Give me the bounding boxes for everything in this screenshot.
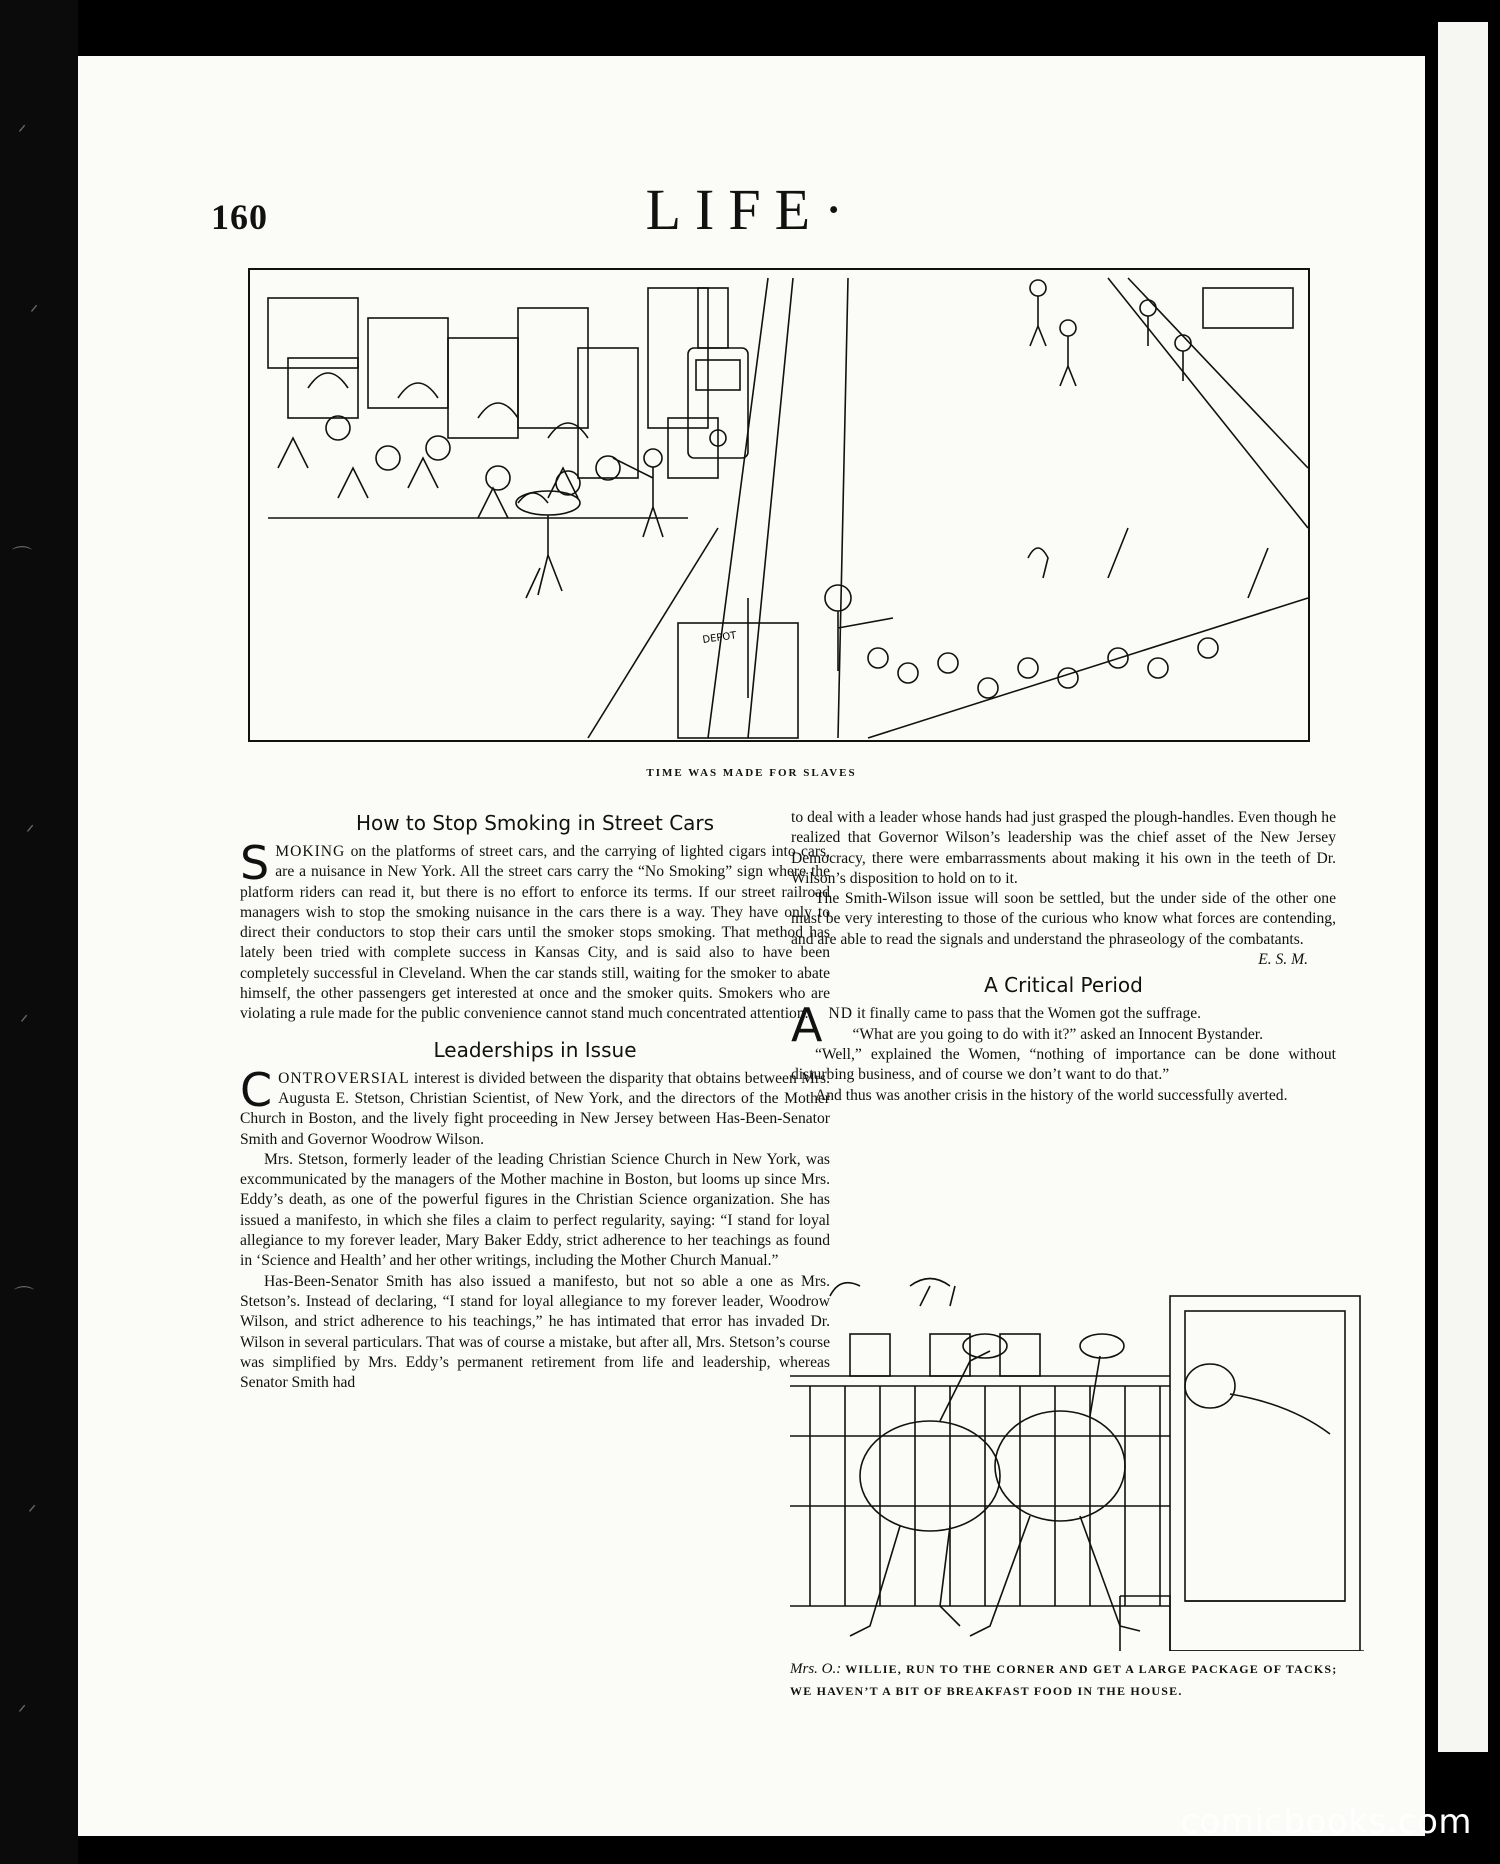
right-column <box>791 808 1336 1106</box>
depot-sign: DEPOT <box>701 630 738 646</box>
article-paragraph: to deal with a leader whose hands had just grasped the plough-handles. Even though he realized that Governor Wilson’s leadership was the chief asset of the New Jersey Democracy, there were embarrassments about making it his own in the teeth of Dr. Wilson’s disposition to hold on to it. <box>791 809 1336 887</box>
paragraph-text: interest is divided between the disparity that obtains between Mrs. Augusta E. Stetson, Christian Scientist, of New York, and the directors of the Mother Church in Boston, and the lively fight proceeding in New Jersey between Has-Been-Senator Smith and Governor Woodrow Wilson. <box>240 1069 830 1148</box>
article-paragraph: “Well,” explained the Women, “nothing of importance can be done without disturbing business, and of course we don’t want to do that.” <box>791 1045 1336 1084</box>
article-paragraph: And thus was another crisis in the history of the world successfully averted. <box>815 1086 1288 1104</box>
lead-word: ONTROVERSIAL <box>278 1069 410 1087</box>
magazine-page <box>78 56 1425 1836</box>
lead-word: MOKING <box>275 843 346 860</box>
watermark-logo: comicbooks.com <box>1180 1802 1472 1842</box>
scan-border-left: ᐟ ᐟ ⌒ ᐟ ᐟ ⌒ ᐟ ᐟ <box>0 0 78 1864</box>
article-paragraph <box>791 889 1336 969</box>
masthead-title: LIFE· <box>645 177 858 242</box>
caption-text: WILLIE, RUN TO THE CORNER AND GET A LARGE PACKAGE OF TACKS; WE HAVEN’T A BIT OF BREAKFAST FOOD IN THE HOUSE. <box>790 1662 1338 1698</box>
page-number: 160 <box>211 197 268 237</box>
paragraph-text: The Smith-Wilson issue will soon be settled, but the under side of the other one must be very interesting to those of the curious who know what forces are contending, and are able to read the signals and understand the phraseology of the combatants. <box>791 890 1336 948</box>
bottom-cartoon-caption <box>790 1658 1346 1702</box>
article-paragraph: Mrs. Stetson, formerly leader of the leading Christian Science Church in New York, was excommunicated by the managers of the Mother machine in Boston, but looms up since Mrs. Eddy’s death, as one of the powerful figures in the Christian Science organization. She has issued a manifesto, in which she files a claim to perfect regularity, saying: “I stand for loyal allegiance to my forever leader, Mary Baker Eddy, strict adherence to her teachings as found in ‘Science and Health’ and her other writings, including the Mother Church Manual.” <box>240 1150 830 1270</box>
author-signature: E. S. M. <box>1258 951 1308 969</box>
top-cartoon-caption: TIME WAS MADE FOR SLAVES <box>646 767 857 779</box>
next-page-edge <box>1438 22 1488 1752</box>
drop-cap: A <box>791 998 823 1053</box>
lead-word: ND <box>828 1005 853 1023</box>
paragraph-text: on the platforms of street cars, and the carrying of lighted cigars into cars, are a nuisance in New York. All the street cars carry the “No Smoking” sign where the platform riders can read it, but there is no effort to enforce its terms. If our street railroad managers wish to stop the smoking nuisance in the cars there is a way. They have only to direct their conductors to stop their cars until the smoker stops smoking. That method has lately been tried with complete success in Kansas City, and is said also to have been completely successful in Cleveland. When the car stands still, waiting for the smoker to abate himself, the other passengers get interested at once and the smoker quits. Smokers who are violating a rule made for the public convenience cannot stand much concentrated attention. <box>240 843 830 1023</box>
speaker-label: Mrs. O.: <box>790 1661 842 1677</box>
drop-cap: C <box>240 1062 273 1117</box>
ostrich-cartoon <box>790 1266 1364 1651</box>
article-title: A Critical Period <box>984 973 1143 998</box>
drop-cap: S <box>240 836 270 890</box>
article-paragraph: Has-Been-Senator Smith has also issued a manifesto, but not so able a one as Mrs. Stetson’s. Instead of declaring, “I stand for loyal allegiance to my forever leader, Woodrow Wilson, and strict adherence to his teachings,” he has intimated that error has invaded Dr. Wilson in several particulars. That was of course a mistake, but after all, Mrs. Stetson’s course was simplified by Mrs. Eddy’s permanent retirement from life and leadership, whereas Senator Smith had <box>240 1272 830 1392</box>
article-paragraph: “What are you going to do with it?” asked an Innocent Bystander. <box>852 1025 1263 1043</box>
article-title: Leaderships in Issue <box>433 1037 637 1062</box>
left-column <box>240 808 830 1393</box>
article-paragraph <box>240 1062 830 1150</box>
article-title: How to Stop Smoking in Street Cars <box>355 811 715 835</box>
article-paragraph <box>240 836 830 1025</box>
street-scene-cartoon <box>248 268 1310 742</box>
paragraph-text: it finally came to pass that the Women got the suffrage. <box>853 1005 1202 1023</box>
